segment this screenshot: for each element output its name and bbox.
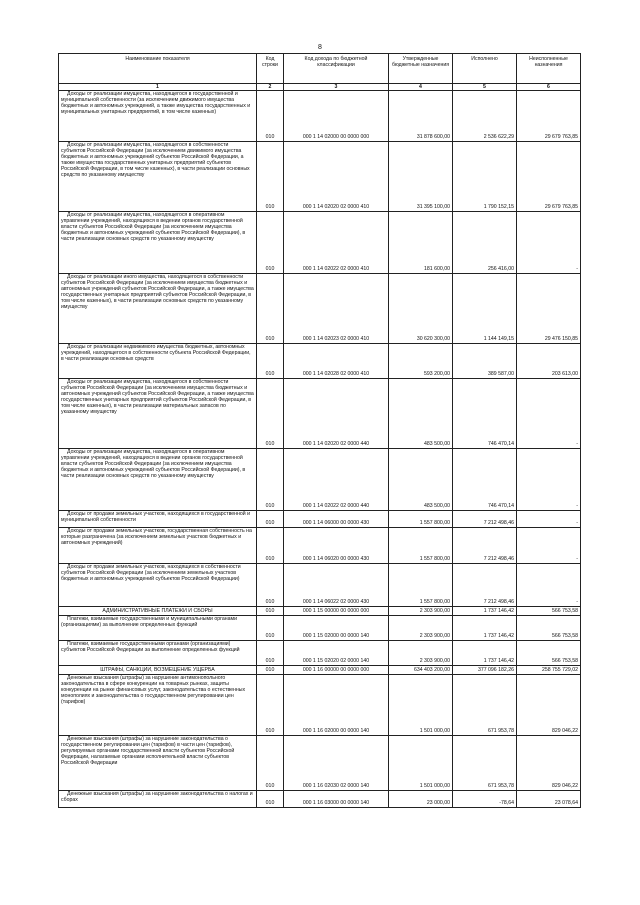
- header-executed: Исполнено: [453, 54, 517, 84]
- row-unexecuted: -: [517, 510, 581, 527]
- table-row: [59, 606, 581, 615]
- row-line-code: 010: [257, 273, 284, 343]
- header-row: [59, 54, 581, 84]
- row-income-code: 000 1 14 06000 00 0000 430: [284, 510, 389, 527]
- row-line-code: 010: [257, 211, 284, 273]
- row-name: [59, 615, 257, 640]
- row-approved: 2 303 900,00: [389, 615, 453, 640]
- row-executed: 256 416,00: [453, 211, 517, 273]
- table-row: [59, 211, 581, 273]
- table-row: [59, 640, 581, 665]
- row-unexecuted: 566 753,58: [517, 640, 581, 665]
- row-unexecuted: 29 679 763,85: [517, 90, 581, 141]
- header-line-code: Код строки: [257, 54, 284, 84]
- row-approved: 483 500,00: [389, 448, 453, 510]
- row-approved: 593 200,00: [389, 343, 453, 378]
- row-executed: 7 212 498,46: [453, 510, 517, 527]
- row-line-code: 010: [257, 448, 284, 510]
- budget-execution-table: [58, 53, 581, 808]
- row-name-text: АДМИНИСТРАТИВНЫЕ ПЛАТЕЖИ И СБОРЫ: [102, 608, 213, 614]
- row-name-text: Платежи, взимаемые государственными органами (организациями) субъектов Российской Федерации за выполнение определенных функций: [61, 641, 240, 654]
- row-executed: 2 536 622,29: [453, 90, 517, 141]
- row-name: [59, 448, 257, 510]
- row-line-code: 010: [257, 640, 284, 665]
- row-name-text: Доходы от реализации имущества, находящегося в государственной и муниципальной собственности (за исключением движимого имущества бюджетных и автономных учреждений, а также имущества государственных и муниципальных унитарных предприятий, в том числе казенных): [61, 91, 251, 116]
- row-unexecuted: 29 476 150,85: [517, 273, 581, 343]
- row-approved: 31 395 100,00: [389, 141, 453, 211]
- row-approved: 1 501 000,00: [389, 735, 453, 790]
- row-income-code: 000 1 14 06022 02 0000 430: [284, 563, 389, 606]
- row-name: [59, 674, 257, 735]
- column-number: 6: [517, 83, 581, 90]
- page-number: 8: [318, 44, 322, 51]
- row-name-text: Денежные взыскания (штрафы) за нарушение законодательства о государственном регулировании цен (тарифов) в части цен (тарифов), регулируемых органами государственной власти субъектов Российской Федерации, налагаемые органами исполнительной власти субъектов Российской Федерации: [61, 736, 235, 767]
- row-approved: 634 403 200,00: [389, 665, 453, 674]
- row-name: [59, 378, 257, 448]
- row-executed: 1 737 146,42: [453, 640, 517, 665]
- table-row: [59, 343, 581, 378]
- table-row: [59, 273, 581, 343]
- row-income-code: 000 1 15 02020 02 0000 140: [284, 640, 389, 665]
- row-name-text: Доходы от реализации недвижимого имущества бюджетных, автономных учреждений, находящегося в собственности субъекта Российской Федерации, в части реализации основных средств: [61, 344, 251, 363]
- header-unexecuted: Неисполненные назначения: [517, 54, 581, 84]
- row-executed: 1 144 149,15: [453, 273, 517, 343]
- row-name: [59, 343, 257, 378]
- row-unexecuted: -: [517, 211, 581, 273]
- table-row: [59, 141, 581, 211]
- row-approved: 2 303 900,00: [389, 606, 453, 615]
- row-executed: 1 737 146,42: [453, 615, 517, 640]
- row-approved: 1 501 000,00: [389, 674, 453, 735]
- table-body: [59, 90, 581, 807]
- row-unexecuted: 566 753,58: [517, 606, 581, 615]
- row-executed: 746 470,14: [453, 378, 517, 448]
- row-name-text: ШТРАФЫ, САНКЦИИ, ВОЗМЕЩЕНИЕ УЩЕРБА: [100, 667, 215, 673]
- row-name: [59, 273, 257, 343]
- row-line-code: 010: [257, 141, 284, 211]
- row-executed: 1 737 146,42: [453, 606, 517, 615]
- row-name-text: Доходы от продажи земельных участков, находящихся в государственной и муниципальной собственности: [61, 511, 251, 524]
- row-line-code: 010: [257, 606, 284, 615]
- row-executed: -78,64: [453, 790, 517, 807]
- row-unexecuted: 23 078,64: [517, 790, 581, 807]
- column-number: 1: [59, 83, 257, 90]
- table-row: [59, 378, 581, 448]
- row-name: [59, 211, 257, 273]
- row-income-code: 000 1 14 02000 00 0000 000: [284, 90, 389, 141]
- row-income-code: 000 1 16 02000 00 0000 140: [284, 674, 389, 735]
- column-number: 5: [453, 83, 517, 90]
- row-line-code: 010: [257, 665, 284, 674]
- row-name-text: Доходы от продажи земельных участков, находящихся в собственности субъектов Российской Федерации (за исключением земельных участков бюджетных и автономных учреждений субъектов Российской Федерации): [61, 564, 241, 583]
- row-name-text: Платежи, взимаемые государственными и муниципальными органами (организациями) за выполнение определенных функций: [61, 616, 238, 629]
- row-name-text: Доходы от реализации имущества, находящегося в оперативном управлении учреждений, находящихся в ведении органов государственной власти субъектов Российской Федерации (за исключением имущества бюджетных и автономных учреждений субъектов Российской Федерации), в части реализации основных средств по указанному имуществу: [61, 212, 246, 243]
- row-line-code: 010: [257, 563, 284, 606]
- row-unexecuted: 258 755 729,02: [517, 665, 581, 674]
- row-name: [59, 563, 257, 606]
- row-approved: 31 878 600,00: [389, 90, 453, 141]
- row-executed: 1 790 152,15: [453, 141, 517, 211]
- row-line-code: 010: [257, 674, 284, 735]
- row-approved: 1 557 800,00: [389, 563, 453, 606]
- row-unexecuted: 203 613,00: [517, 343, 581, 378]
- table-row: [59, 563, 581, 606]
- row-income-code: 000 1 14 02020 02 0000 410: [284, 141, 389, 211]
- row-name: [59, 735, 257, 790]
- row-name: [59, 141, 257, 211]
- row-unexecuted: -: [517, 527, 581, 563]
- row-name-text: Доходы от реализации иного имущества, находящегося в собственности субъектов Российской Федерации (за исключением имущества бюджетных и автономных учреждений субъектов Российской Федерации, а также имущества государственных унитарных предприятий субъектов Российской Федерации, в том числе казенных), в части реализации основных средств по указанному имуществу: [61, 274, 254, 311]
- column-number: 2: [257, 83, 284, 90]
- row-name: [59, 790, 257, 807]
- row-approved: 181 600,00: [389, 211, 453, 273]
- header-name: Наименование показателя: [59, 54, 257, 84]
- table-row: [59, 527, 581, 563]
- row-executed: 671 953,78: [453, 735, 517, 790]
- row-income-code: 000 1 15 02000 00 0000 140: [284, 615, 389, 640]
- column-number: 3: [284, 83, 389, 90]
- row-name: [59, 606, 257, 615]
- header-approved: Утвержденные бюджетные назначения: [389, 54, 453, 84]
- row-name-text: Денежные взыскания (штрафы) за нарушение законодательства о налогах и сборах: [61, 791, 253, 804]
- row-income-code: 000 1 14 06020 00 0000 430: [284, 527, 389, 563]
- row-line-code: 010: [257, 90, 284, 141]
- row-unexecuted: 829 046,22: [517, 735, 581, 790]
- table-row: [59, 448, 581, 510]
- row-approved: 1 557 800,00: [389, 510, 453, 527]
- table-row: [59, 674, 581, 735]
- row-name: [59, 665, 257, 674]
- table-row: [59, 665, 581, 674]
- row-approved: 2 303 900,00: [389, 640, 453, 665]
- table-row: [59, 615, 581, 640]
- row-income-code: 000 1 14 02022 02 0000 440: [284, 448, 389, 510]
- row-income-code: 000 1 15 00000 00 0000 000: [284, 606, 389, 615]
- row-income-code: 000 1 16 00000 00 0000 000: [284, 665, 389, 674]
- header-income-code: Код дохода по бюджетной классификации: [284, 54, 389, 84]
- row-income-code: 000 1 14 02022 02 0000 410: [284, 211, 389, 273]
- row-executed: 671 953,78: [453, 674, 517, 735]
- row-approved: 23 000,00: [389, 790, 453, 807]
- row-executed: 7 212 498,46: [453, 563, 517, 606]
- row-executed: 389 587,00: [453, 343, 517, 378]
- row-executed: 7 212 498,46: [453, 527, 517, 563]
- row-name-text: Доходы от реализации имущества, находящегося в оперативном управлении учреждений, находящихся в ведении органов государственной власти субъектов Российской Федерации (за исключением имущества бюджетных и автономных учреждений субъектов Российской Федерации), в части реализации основных средств по указанному имуществу: [61, 449, 246, 480]
- row-line-code: 010: [257, 527, 284, 563]
- row-line-code: 010: [257, 615, 284, 640]
- table-row: [59, 735, 581, 790]
- row-name: [59, 90, 257, 141]
- row-unexecuted: 566 753,58: [517, 615, 581, 640]
- row-income-code: 000 1 14 02028 02 0000 410: [284, 343, 389, 378]
- row-unexecuted: 29 679 763,85: [517, 141, 581, 211]
- row-executed: 746 470,14: [453, 448, 517, 510]
- column-number: 4: [389, 83, 453, 90]
- row-name-text: Доходы от продажи земельных участков, государственная собственность на которые разграничена (за исключением земельных участков бюджетных и автономных учреждений): [61, 528, 252, 547]
- row-name: [59, 510, 257, 527]
- table-row: [59, 790, 581, 807]
- row-name-text: Денежные взыскания (штрафы) за нарушение антимонопольного законодательства в сфере конкуренции на товарных рынках, защиты конкуренции на рынке финансовых услуг, законодательства о естественных монополиях и законодательства о государственном регулировании цен (тарифов): [61, 675, 246, 706]
- row-line-code: 010: [257, 343, 284, 378]
- row-executed: 377 096 182,26: [453, 665, 517, 674]
- row-unexecuted: -: [517, 378, 581, 448]
- row-unexecuted: -: [517, 563, 581, 606]
- table-row: [59, 510, 581, 527]
- row-name-text: Доходы от реализации имущества, находящегося в собственности субъектов Российской Федерации (за исключением движимого имущества бюджетных и автономных учреждений субъектов Российской Федерации, а также имущества государственных унитарных предприятий субъектов Российской Федерации, в том числе казенных), в части реализации основных средств по указанному имуществу: [61, 142, 250, 179]
- row-approved: 483 500,00: [389, 378, 453, 448]
- row-unexecuted: 829 046,22: [517, 674, 581, 735]
- row-income-code: 000 1 14 02023 02 0000 410: [284, 273, 389, 343]
- row-line-code: 010: [257, 735, 284, 790]
- column-number-row: [59, 83, 581, 90]
- row-approved: 1 557 800,00: [389, 527, 453, 563]
- row-income-code: 000 1 14 02020 02 0000 440: [284, 378, 389, 448]
- row-name: [59, 527, 257, 563]
- row-income-code: 000 1 16 02030 02 0000 140: [284, 735, 389, 790]
- row-approved: 30 620 300,00: [389, 273, 453, 343]
- row-line-code: 010: [257, 378, 284, 448]
- table-row: [59, 90, 581, 141]
- row-line-code: 010: [257, 510, 284, 527]
- row-name: [59, 640, 257, 665]
- row-unexecuted: -: [517, 448, 581, 510]
- row-income-code: 000 1 16 03000 00 0000 140: [284, 790, 389, 807]
- row-line-code: 010: [257, 790, 284, 807]
- row-name-text: Доходы от реализации имущества, находящегося в собственности субъектов Российской Федерации (за исключением имущества бюджетных и автономных учреждений субъектов Российской Федерации, а также имущества государственных унитарных предприятий субъектов Российской Федерации, в том числе казенных), в части реализации материальных запасов по указанному имуществу: [61, 379, 254, 416]
